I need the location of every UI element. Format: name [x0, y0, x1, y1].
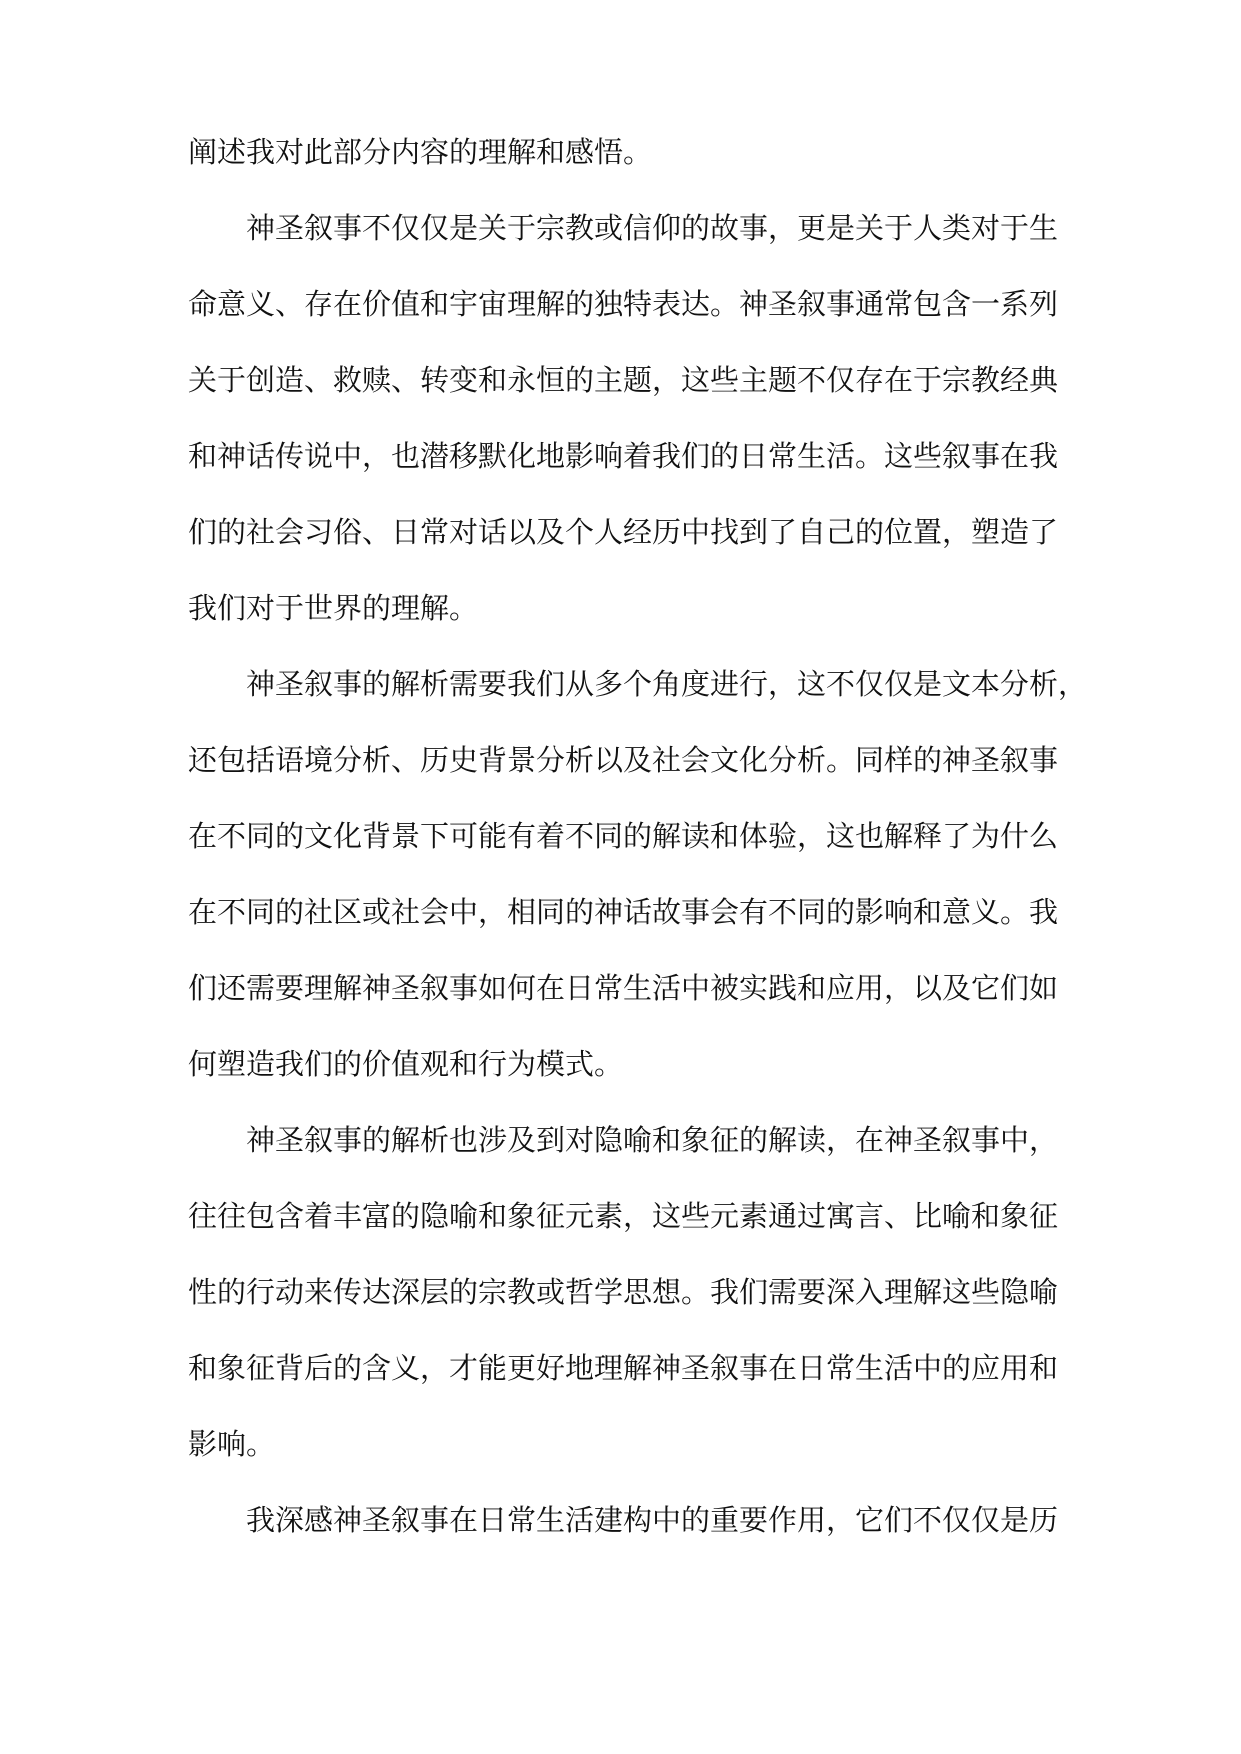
paragraph-line: 在不同的社区或社会中，相同的神话故事会有不同的影响和意义。我: [188, 895, 1059, 929]
paragraph-line: 和神话传说中，也潜移默化地影响着我们的日常生活。这些叙事在我: [188, 439, 1059, 473]
paragraph-line: 神圣叙事不仅仅是关于宗教或信仰的故事，更是关于人类对于生: [246, 211, 1059, 245]
paragraph-line: 性的行动来传达深层的宗教或哲学思想。我们需要深入理解这些隐喻: [188, 1275, 1059, 1309]
paragraph-line: 我深感神圣叙事在日常生活建构中的重要作用，它们不仅仅是历: [246, 1503, 1059, 1537]
paragraph-line: 影响。: [188, 1427, 276, 1461]
paragraph-line: 还包括语境分析、历史背景分析以及社会文化分析。同样的神圣叙事: [188, 743, 1059, 777]
paragraph-line: 神圣叙事的解析也涉及到对隐喻和象征的解读，在神圣叙事中，: [246, 1123, 1059, 1157]
paragraph-line: 往往包含着丰富的隐喻和象征元素，这些元素通过寓言、比喻和象征: [188, 1199, 1059, 1233]
paragraph-line: 阐述我对此部分内容的理解和感悟。: [188, 135, 653, 169]
paragraph-line: 们的社会习俗、日常对话以及个人经历中找到了自己的位置，塑造了: [188, 515, 1059, 549]
paragraph-line: 们还需要理解神圣叙事如何在日常生活中被实践和应用，以及它们如: [188, 971, 1059, 1005]
paragraph-line: 神圣叙事的解析需要我们从多个角度进行，这不仅仅是文本分析，: [246, 667, 1088, 701]
paragraph-line: 我们对于世界的理解。: [188, 591, 479, 625]
paragraph-line: 在不同的文化背景下可能有着不同的解读和体验，这也解释了为什么: [188, 819, 1059, 853]
paragraph-line: 何塑造我们的价值观和行为模式。: [188, 1047, 624, 1081]
paragraph-line: 关于创造、救赎、转变和永恒的主题，这些主题不仅存在于宗教经典: [188, 363, 1059, 397]
paragraph-line: 和象征背后的含义，才能更好地理解神圣叙事在日常生活中的应用和: [188, 1351, 1059, 1385]
paragraph-line: 命意义、存在价值和宇宙理解的独特表达。神圣叙事通常包含一系列: [188, 287, 1059, 321]
